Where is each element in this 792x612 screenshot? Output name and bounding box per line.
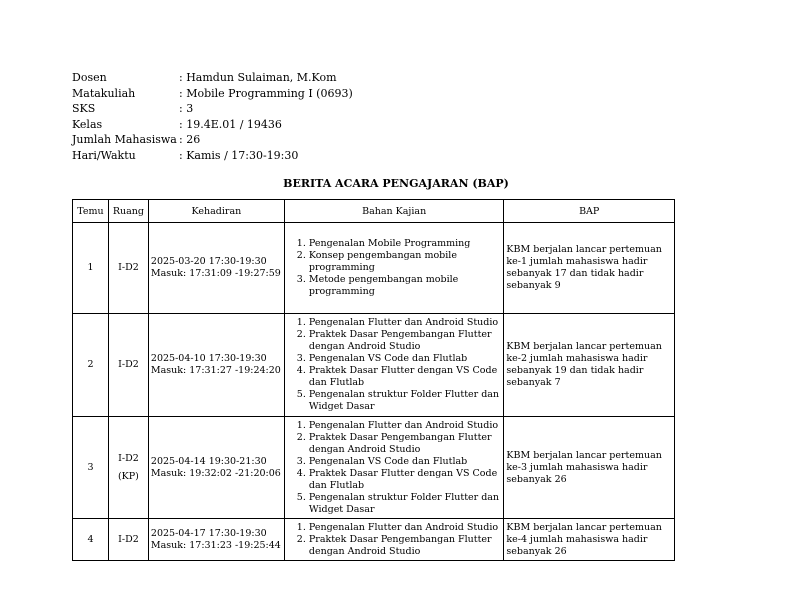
header-ruang: Ruang bbox=[108, 200, 148, 223]
list-item: 2. Praktek Dasar Pengembangan Flutter dengan Android Studio bbox=[309, 432, 502, 456]
table-row bbox=[73, 314, 675, 417]
info-row-jumlah-mahasiswa bbox=[72, 132, 353, 148]
list-item: 3. Pengenalan VS Code dan Flutlab bbox=[309, 456, 502, 468]
cell-ruang bbox=[108, 417, 148, 519]
list-item: 1. Pengenalan Mobile Programming bbox=[309, 238, 502, 250]
info-label: SKS bbox=[72, 102, 96, 115]
list-item: 4. Praktek Dasar Flutter dengan VS Code dan Flutlab bbox=[309, 468, 502, 492]
header-bahan-kajian: Bahan Kajian bbox=[284, 200, 504, 223]
table-row bbox=[73, 223, 675, 314]
bahan-list bbox=[287, 522, 502, 558]
masuk: Masuk: 17:31:27 -19:24:20 bbox=[150, 365, 281, 376]
cell-bahan-kajian bbox=[284, 519, 504, 561]
info-value: : Hamdun Sulaiman, M.Kom bbox=[179, 71, 337, 84]
cell-ruang bbox=[108, 314, 148, 417]
cell-bap: KBM berjalan lancar pertemuan ke-1 jumlah mahasiswa hadir sebanyak 17 dan tidak hadir sebanyak 9 bbox=[504, 223, 675, 314]
info-label: Kelas bbox=[72, 117, 103, 131]
table-row bbox=[73, 417, 675, 519]
document-title: BERITA ACARA PENGAJARAN (BAP) bbox=[283, 177, 509, 190]
cell-kehadiran bbox=[148, 417, 284, 519]
cell-bap: KBM berjalan lancar pertemuan ke-2 jumlah mahasiswa hadir sebanyak 19 dan tidak hadir sebanyak 7 bbox=[504, 314, 675, 417]
cell-temu: 3 bbox=[73, 417, 109, 519]
info-label: Dosen bbox=[72, 71, 107, 84]
cell-kehadiran bbox=[148, 223, 284, 314]
ruang-code: I-D2 bbox=[118, 359, 139, 370]
info-row-dosen bbox=[72, 70, 353, 86]
ruang-code: I-D2 bbox=[118, 262, 139, 273]
table-row bbox=[73, 519, 675, 561]
cell-bahan-kajian bbox=[284, 223, 504, 314]
table-header-row bbox=[73, 200, 675, 223]
list-item: 3. Metode pengembangan mobile programming bbox=[309, 274, 502, 298]
info-label: Matakuliah bbox=[72, 86, 136, 100]
jadwal: 2025-04-17 17:30-19:30 bbox=[150, 527, 267, 539]
ruang-code: I-D2 bbox=[118, 533, 139, 545]
bahan-list bbox=[287, 238, 502, 298]
header-temu: Temu bbox=[73, 200, 109, 223]
list-item: 3. Pengenalan VS Code dan Flutlab bbox=[309, 353, 502, 365]
list-item: 5. Pengenalan struktur Folder Flutter dan Widget Dasar bbox=[309, 389, 502, 413]
info-row-sks bbox=[72, 101, 353, 117]
cell-bahan-kajian bbox=[284, 417, 504, 519]
jadwal: 2025-03-20 17:30-19:30 bbox=[150, 256, 267, 267]
bahan-list bbox=[287, 420, 502, 516]
info-row-hari-waktu bbox=[72, 148, 353, 164]
list-item: 2. Praktek Dasar Pengembangan Flutter dengan Android Studio bbox=[309, 329, 502, 353]
jadwal: 2025-04-10 17:30-19:30 bbox=[150, 353, 267, 364]
cell-temu: 2 bbox=[73, 314, 109, 417]
cell-ruang bbox=[108, 519, 148, 561]
info-value: : 19.4E.01 / 19436 bbox=[179, 117, 282, 131]
masuk: Masuk: 19:32:02 -21:20:06 bbox=[150, 467, 281, 479]
cell-ruang bbox=[108, 223, 148, 314]
header-kehadiran: Kehadiran bbox=[148, 200, 284, 223]
cell-temu: 1 bbox=[73, 223, 109, 314]
info-label: Jumlah Mahasiswa bbox=[72, 133, 177, 146]
list-item: 1. Pengenalan Flutter dan Android Studio bbox=[309, 522, 502, 534]
cell-temu: 4 bbox=[73, 519, 109, 561]
jadwal: 2025-04-14 19:30-21:30 bbox=[150, 455, 267, 467]
info-label: Hari/Waktu bbox=[72, 148, 136, 162]
course-info bbox=[72, 70, 353, 163]
info-row-matakuliah bbox=[72, 86, 353, 102]
cell-bap: KBM berjalan lancar pertemuan ke-3 jumlah mahasiswa hadir sebanyak 26 bbox=[504, 417, 675, 519]
cell-bahan-kajian bbox=[284, 314, 504, 417]
bap-table bbox=[72, 199, 675, 561]
cell-kehadiran bbox=[148, 519, 284, 561]
list-item: 1. Pengenalan Flutter dan Android Studio bbox=[309, 317, 502, 329]
cell-bap: KBM berjalan lancar pertemuan ke-4 jumlah mahasiswa hadir sebanyak 26 bbox=[504, 519, 675, 561]
bahan-list bbox=[287, 317, 502, 413]
header-bap: BAP bbox=[504, 200, 675, 223]
ruang-code: I-D2 bbox=[118, 452, 139, 464]
masuk: Masuk: 17:31:09 -19:27:59 bbox=[150, 268, 281, 279]
info-value: : Kamis / 17:30-19:30 bbox=[179, 148, 299, 162]
ruang-note: (KP) bbox=[117, 470, 139, 482]
list-item: 2. Praktek Dasar Pengembangan Flutter dengan Android Studio bbox=[309, 534, 502, 558]
list-item: 5. Pengenalan struktur Folder Flutter dan Widget Dasar bbox=[309, 492, 502, 516]
info-value: : 3 bbox=[179, 102, 194, 115]
masuk: Masuk: 17:31:23 -19:25:44 bbox=[150, 539, 281, 551]
list-item: 2. Konsep pengembangan mobile programming bbox=[309, 250, 502, 274]
info-row-kelas bbox=[72, 117, 353, 133]
list-item: 4. Praktek Dasar Flutter dengan VS Code dan Flutlab bbox=[309, 365, 502, 389]
info-value: : Mobile Programming I (0693) bbox=[179, 86, 353, 100]
list-item: 1. Pengenalan Flutter dan Android Studio bbox=[309, 420, 502, 432]
info-value: : 26 bbox=[179, 133, 201, 146]
cell-kehadiran bbox=[148, 314, 284, 417]
